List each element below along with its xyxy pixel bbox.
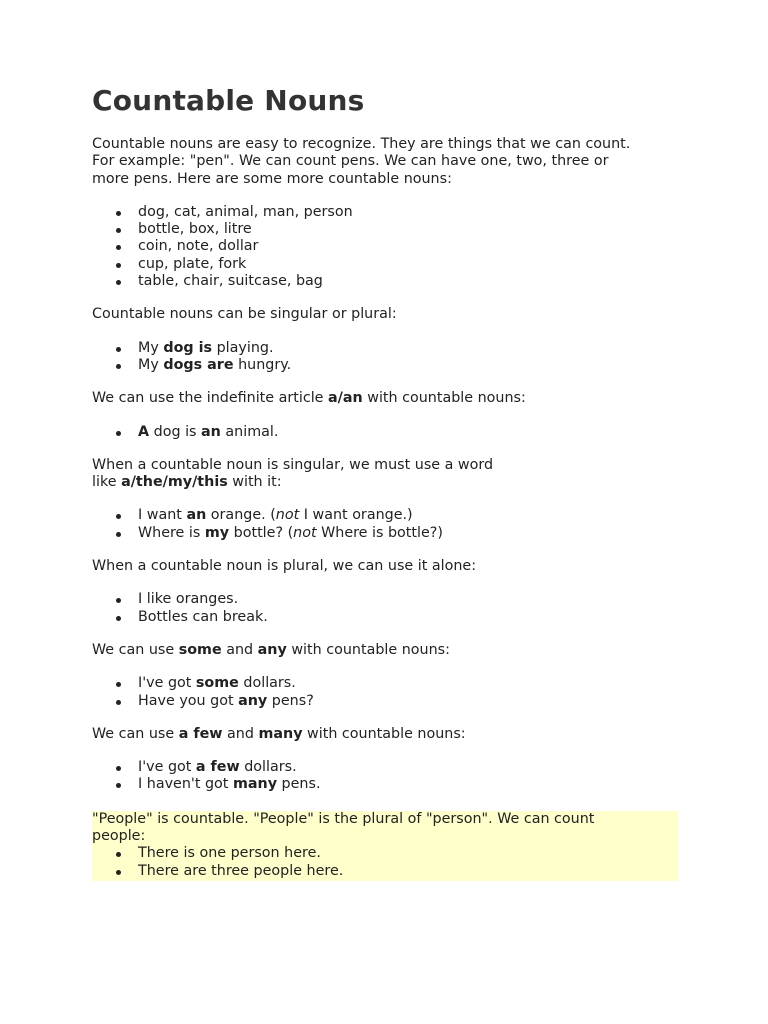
item-text: pens. — [277, 776, 321, 793]
item-text: dollars. — [239, 759, 297, 776]
item-text: pens? — [267, 692, 314, 709]
list-item: There are three people here. — [138, 863, 678, 880]
list-item — [138, 675, 682, 692]
item-bold: my — [204, 524, 230, 541]
page-title: Countable Nouns — [92, 84, 365, 117]
few-many-paragraph — [92, 726, 682, 743]
para-text: with countable nouns: — [302, 725, 466, 742]
para-text: We can use — [92, 725, 179, 742]
some-any-paragraph — [92, 642, 682, 659]
para-bold: some — [178, 641, 222, 658]
para-bold: a/the/my/this — [121, 474, 228, 491]
list-item: There is one person here. — [138, 845, 678, 862]
list-item: Bottles can break. — [138, 609, 682, 626]
list-item: coin, note, dollar — [138, 238, 682, 255]
singular-word-paragraph — [92, 457, 682, 492]
list-item — [138, 525, 682, 542]
item-text: dollars. — [238, 675, 296, 692]
item-italic: not — [293, 524, 317, 541]
item-bold: an — [186, 507, 207, 524]
people-note-paragraph — [92, 811, 678, 846]
intro-line-1: Countable nouns are easy to recognize. They are things that we can count. — [92, 136, 631, 152]
para-text: and — [222, 725, 259, 742]
intro-paragraph — [92, 136, 682, 188]
para-text: like — [92, 474, 122, 491]
plural-alone-list — [92, 591, 682, 626]
para-bold: a few — [178, 725, 223, 742]
item-italic: not — [275, 507, 300, 524]
para-text: with countable nouns: — [286, 641, 450, 658]
item-text: I want orange.) — [299, 507, 413, 524]
list-item — [138, 340, 682, 357]
item-text: bottle? ( — [229, 524, 294, 541]
item-text: dog is — [149, 423, 202, 440]
para-text: with countable nouns: — [362, 390, 526, 407]
list-item — [138, 357, 682, 374]
item-text: orange. ( — [206, 507, 276, 524]
item-text: Where is bottle?) — [316, 524, 443, 541]
item-bold: many — [232, 776, 278, 793]
examples-list — [92, 204, 682, 290]
para-text: "People" is countable. "People" is the plural of "person". We can count — [92, 810, 595, 827]
list-item: dog, cat, animal, man, person — [138, 204, 682, 221]
singular-plural-list — [92, 340, 682, 375]
some-any-list — [92, 675, 682, 710]
para-text: When a countable noun is singular, we must use a word — [92, 456, 494, 473]
item-text: hungry. — [233, 356, 292, 373]
few-many-list — [92, 759, 682, 794]
intro-line-2: For example: "pen". We can count pens. We can have one, two, three or — [92, 153, 609, 170]
item-text: animal. — [220, 423, 279, 440]
plural-alone-paragraph: When a countable noun is plural, we can use it alone: — [92, 558, 477, 575]
item-text: My — [138, 356, 164, 373]
list-item: I like oranges. — [138, 591, 682, 608]
item-bold: any — [238, 692, 268, 709]
list-item: cup, plate, fork — [138, 256, 682, 273]
singular-word-list — [92, 507, 682, 542]
list-item: bottle, box, litre — [138, 221, 682, 238]
people-note-box — [92, 811, 678, 881]
para-text: with it: — [227, 474, 282, 491]
list-item: table, chair, suitcase, bag — [138, 273, 682, 290]
list-item — [138, 424, 682, 441]
item-text: I want — [138, 507, 187, 524]
item-text: playing. — [212, 339, 274, 356]
list-item — [138, 507, 682, 524]
item-text: I haven't got — [138, 776, 233, 793]
item-text: I've got — [138, 759, 196, 776]
singular-plural-paragraph: Countable nouns can be singular or plural: — [92, 306, 397, 323]
item-bold: an — [201, 423, 221, 440]
list-item — [138, 776, 682, 793]
para-bold: many — [258, 725, 303, 742]
item-text: I've got — [138, 675, 196, 692]
item-bold: dogs are — [163, 356, 234, 373]
article-list — [92, 424, 682, 441]
item-bold: A — [138, 423, 150, 440]
item-bold: a few — [195, 759, 240, 776]
list-item — [138, 693, 682, 710]
article-paragraph — [92, 390, 682, 407]
document-body — [92, 136, 682, 881]
para-bold: a/an — [328, 390, 363, 407]
list-item — [138, 759, 682, 776]
item-text: Where is — [138, 524, 205, 541]
para-text: We can use the indefinite article — [92, 390, 329, 407]
item-text: My — [138, 339, 164, 356]
para-text: We can use — [92, 641, 179, 658]
people-note-list — [92, 845, 678, 880]
intro-line-3: more pens. Here are some more countable nouns: — [92, 170, 452, 187]
para-text: and — [221, 641, 258, 658]
para-text: people: — [92, 828, 146, 845]
item-bold: dog is — [163, 339, 213, 356]
item-text: Have you got — [138, 692, 239, 709]
item-bold: some — [195, 675, 239, 692]
para-bold: any — [257, 641, 287, 658]
